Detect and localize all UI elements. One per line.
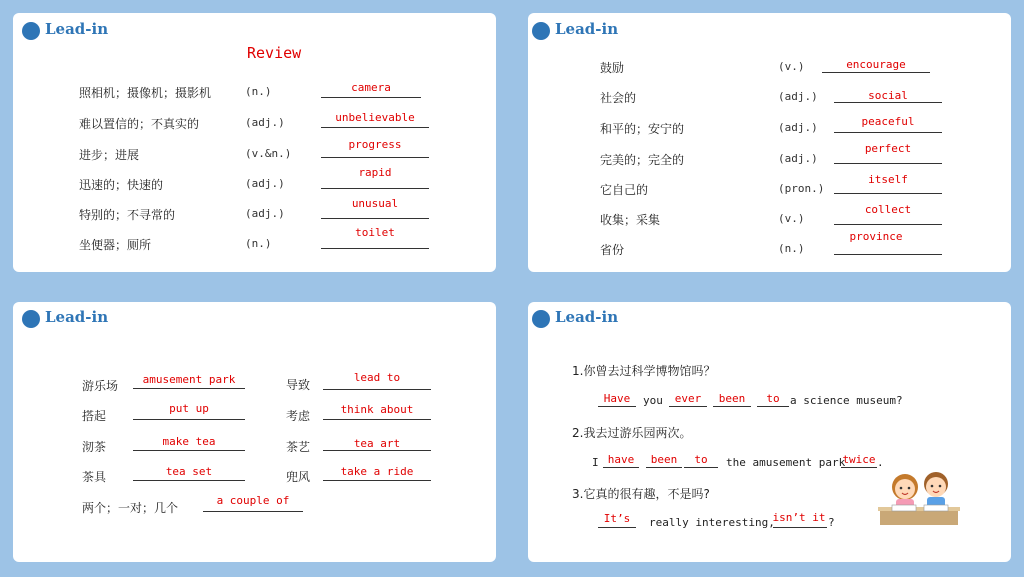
answer-blank bbox=[773, 527, 827, 528]
phrase-chinese: 两个；一对；几个 bbox=[82, 501, 179, 515]
slide-panel-1 bbox=[13, 13, 496, 272]
sentence-word: I bbox=[592, 456, 599, 469]
row-answer: peaceful bbox=[861, 115, 915, 128]
panel-title: Lead-in bbox=[45, 308, 109, 326]
sentence-rest: a science museum? bbox=[790, 394, 903, 407]
kids-reading-illustration-icon bbox=[878, 467, 960, 527]
answer-blank bbox=[321, 157, 429, 158]
answer-blank bbox=[133, 450, 245, 451]
answer-been: been bbox=[718, 392, 746, 405]
boy-face bbox=[926, 477, 946, 497]
answer-blank bbox=[834, 224, 942, 225]
phrase-answer: think about bbox=[340, 403, 414, 416]
phrase-chinese: 茶艺 bbox=[286, 440, 311, 454]
phrase-answer: put up bbox=[169, 402, 209, 415]
answer-isnt-it: isn’t it bbox=[772, 511, 826, 524]
sentence-word: really interesting, bbox=[649, 516, 775, 529]
answer-blank bbox=[323, 450, 431, 451]
answer-blank bbox=[598, 406, 636, 407]
phrase-chinese: 沏茶 bbox=[82, 440, 107, 454]
row-answer: social bbox=[868, 89, 908, 102]
desk bbox=[880, 509, 958, 525]
sentence-word: you bbox=[643, 394, 663, 407]
question-prompt: 2.我去过游乐园两次。 bbox=[572, 426, 692, 440]
row-answer: collect bbox=[864, 203, 912, 216]
row-chinese: 收集；采集 bbox=[600, 213, 661, 227]
question-prompt: 3.它真的很有趣，不是吗? bbox=[572, 487, 710, 501]
phrase-chinese: 兜风 bbox=[286, 470, 311, 484]
panel-title: Lead-in bbox=[555, 308, 619, 326]
row-chinese: 它自己的 bbox=[600, 183, 649, 197]
row-answer: rapid bbox=[358, 166, 392, 179]
answer-blank bbox=[321, 218, 429, 219]
phrase-chinese: 茶具 bbox=[82, 470, 107, 484]
answer-blank bbox=[834, 193, 942, 194]
sentence-end: ? bbox=[828, 516, 835, 529]
row-pos: (adj.) bbox=[245, 177, 285, 190]
row-chinese: 省份 bbox=[600, 243, 625, 257]
answer-blank bbox=[603, 467, 639, 468]
phrase-chinese: 导致 bbox=[286, 378, 311, 392]
answer-blank bbox=[323, 480, 431, 481]
row-pos: (v.&n.) bbox=[245, 147, 292, 160]
answer-blank bbox=[321, 248, 429, 249]
answer-blank bbox=[321, 188, 429, 189]
question-prompt: 1.你曾去过科学博物馆吗？ bbox=[572, 364, 716, 378]
answer-blank bbox=[834, 254, 942, 255]
row-answer: perfect bbox=[864, 142, 912, 155]
book-left bbox=[892, 505, 916, 511]
row-answer: toilet bbox=[355, 226, 395, 239]
answer-blank bbox=[321, 97, 421, 98]
sentence-rest: the amusement park bbox=[726, 456, 846, 469]
answer-blank bbox=[133, 419, 245, 420]
row-chinese: 完美的；完全的 bbox=[600, 153, 685, 167]
panel-title: Lead-in bbox=[555, 20, 619, 38]
slide-panel-3 bbox=[13, 302, 496, 562]
answer-blank bbox=[323, 419, 431, 420]
row-pos: (adj.) bbox=[778, 152, 818, 165]
answer-blank bbox=[834, 132, 942, 133]
answer-been: been bbox=[650, 453, 678, 466]
phrase-answer: a couple of bbox=[216, 494, 290, 507]
panel-title: Lead-in bbox=[45, 20, 109, 38]
phrase-chinese: 考虑 bbox=[286, 409, 311, 423]
row-answer: camera bbox=[351, 81, 391, 94]
answer-blank bbox=[133, 388, 245, 389]
row-pos: (pron.) bbox=[778, 182, 825, 195]
answer-ever: ever bbox=[674, 392, 702, 405]
answer-to: to bbox=[694, 453, 708, 466]
phrase-answer: make tea bbox=[162, 435, 216, 448]
phrase-chinese: 游乐场 bbox=[82, 379, 119, 393]
row-chinese: 坐便器；厕所 bbox=[79, 238, 152, 252]
row-answer: province bbox=[849, 230, 903, 243]
bullet-dot-icon bbox=[22, 22, 40, 40]
row-answer: encourage bbox=[846, 58, 906, 71]
answer-blank bbox=[822, 72, 930, 73]
answer-blank bbox=[321, 127, 429, 128]
row-pos: (adj.) bbox=[778, 90, 818, 103]
girl-face bbox=[895, 479, 915, 499]
answer-twice: twice bbox=[842, 453, 876, 466]
bullet-dot-icon bbox=[532, 22, 550, 40]
row-chinese: 社会的 bbox=[600, 91, 637, 105]
row-pos: (n.) bbox=[778, 242, 805, 255]
row-chinese: 进步；进展 bbox=[79, 148, 140, 162]
answer-blank bbox=[834, 102, 942, 103]
sentence-end: . bbox=[877, 456, 884, 469]
slide-panel-2 bbox=[528, 13, 1011, 272]
row-answer: itself bbox=[868, 173, 908, 186]
phrase-answer: lead to bbox=[353, 371, 401, 384]
row-pos: (adj.) bbox=[245, 207, 285, 220]
phrase-chinese: 搭起 bbox=[82, 409, 107, 423]
answer-blank bbox=[646, 467, 682, 468]
answer-blank bbox=[203, 511, 303, 512]
answer-have: have bbox=[607, 453, 635, 466]
answer-have: Have bbox=[603, 392, 631, 405]
phrase-answer: amusement park bbox=[142, 373, 236, 386]
row-answer: unusual bbox=[351, 197, 399, 210]
answer-blank bbox=[133, 480, 245, 481]
bullet-dot-icon bbox=[22, 310, 40, 328]
phrase-answer: tea art bbox=[353, 437, 401, 450]
row-chinese: 特别的；不寻常的 bbox=[79, 208, 176, 222]
row-chinese: 和平的；安宁的 bbox=[600, 122, 685, 136]
slide-panel-4 bbox=[528, 302, 1011, 562]
answer-blank bbox=[713, 406, 751, 407]
answer-blank bbox=[684, 467, 718, 468]
row-pos: (n.) bbox=[245, 85, 272, 98]
row-pos: (adj.) bbox=[245, 116, 285, 129]
row-chinese: 难以置信的；不真实的 bbox=[79, 117, 200, 131]
answer-blank bbox=[834, 163, 942, 164]
row-pos: (v.) bbox=[778, 60, 805, 73]
answer-blank bbox=[323, 389, 431, 390]
book-right bbox=[924, 505, 948, 511]
row-chinese: 迅速的；快速的 bbox=[79, 178, 164, 192]
answer-blank bbox=[841, 467, 877, 468]
row-pos: (v.) bbox=[778, 212, 805, 225]
answer-its: It’s bbox=[603, 512, 631, 525]
row-chinese: 照相机；摄像机；摄影机 bbox=[79, 86, 212, 100]
row-pos: (adj.) bbox=[778, 121, 818, 134]
row-chinese: 鼓励 bbox=[600, 61, 625, 75]
phrase-answer: tea set bbox=[165, 465, 213, 478]
answer-blank bbox=[669, 406, 707, 407]
row-answer: progress bbox=[348, 138, 402, 151]
phrase-answer: take a ride bbox=[340, 465, 414, 478]
bullet-dot-icon bbox=[532, 310, 550, 328]
answer-to: to bbox=[766, 392, 780, 405]
answer-blank bbox=[757, 406, 789, 407]
row-answer: unbelievable bbox=[335, 111, 415, 124]
answer-blank bbox=[598, 527, 636, 528]
review-heading: Review bbox=[247, 44, 302, 62]
row-pos: (n.) bbox=[245, 237, 272, 250]
